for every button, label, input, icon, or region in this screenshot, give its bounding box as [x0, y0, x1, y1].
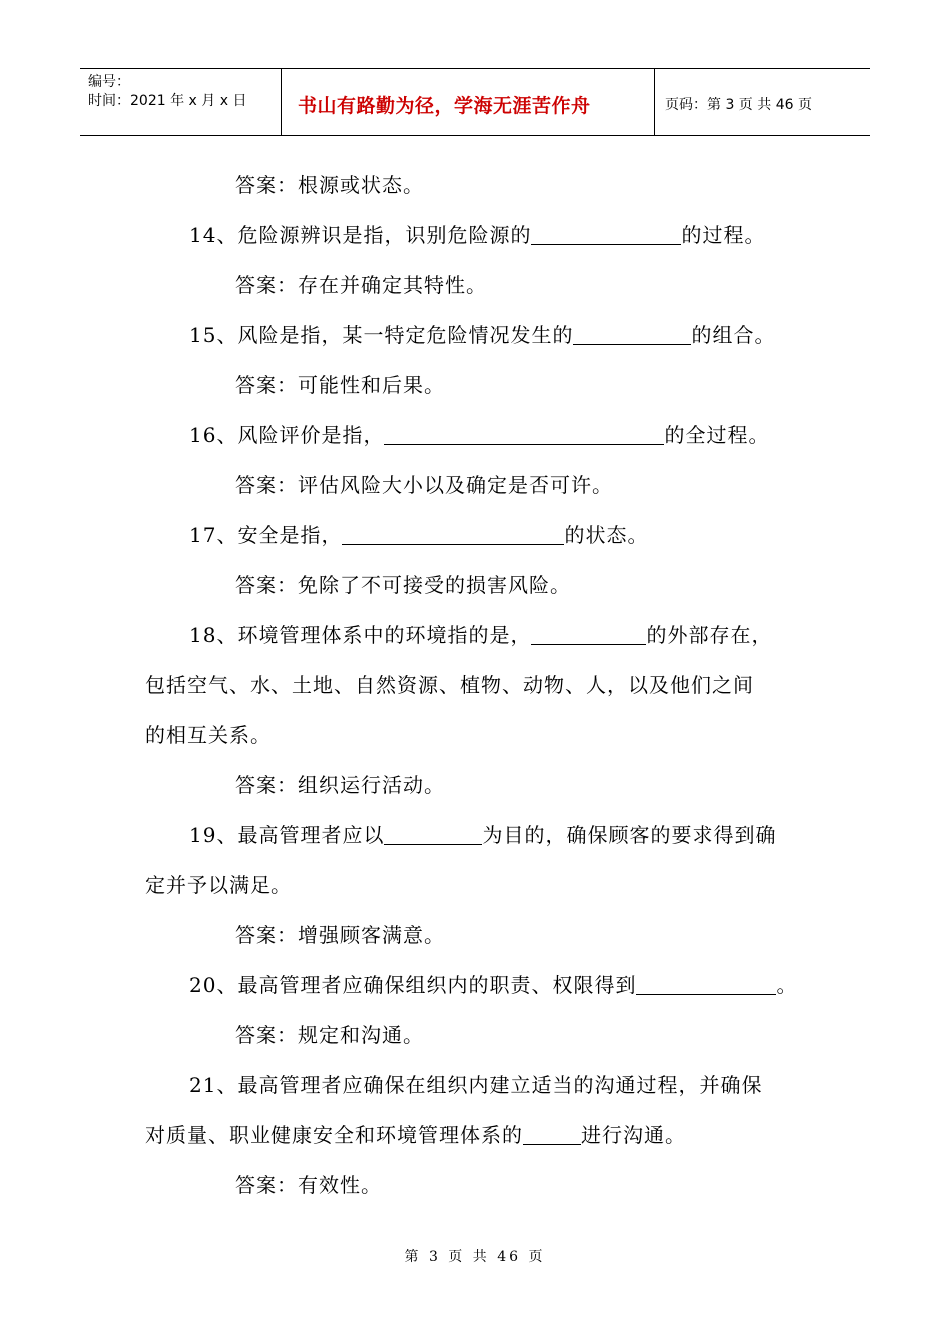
- fill-blank: [636, 974, 776, 995]
- question-18: [145, 610, 825, 660]
- fill-blank: [384, 424, 664, 445]
- answer-20: 答案：规定和沟通。: [235, 1023, 424, 1047]
- question-19-continued: 定并予以满足。: [145, 873, 292, 897]
- question-text: 15、风险是指，某一特定危险情况发生的: [189, 323, 574, 347]
- answer-21: 答案：有效性。: [235, 1173, 382, 1197]
- fill-blank: [384, 824, 482, 845]
- question-21: 21、最高管理者应确保在组织内建立适当的沟通过程，并确保: [189, 1073, 763, 1097]
- question-16: [145, 410, 825, 460]
- question-text: 的组合。: [691, 323, 776, 347]
- question-text: 对质量、职业健康安全和环境管理体系的: [145, 1123, 523, 1147]
- header-meta: [88, 73, 246, 111]
- question-text: 的状态。: [564, 523, 649, 547]
- question-text: 18、环境管理体系中的环境指的是，: [189, 623, 532, 647]
- header-motto: 书山有路勤为径，学海无涯苦作舟: [298, 95, 591, 117]
- number-label: 编号：: [88, 74, 130, 90]
- page-footer: 第 3 页 共 46 页: [404, 1249, 546, 1265]
- header-page-info: 页码：第 3 页 共 46 页: [665, 97, 812, 113]
- header-divider: [281, 69, 282, 135]
- question-14: [145, 210, 825, 260]
- question-15: [145, 310, 825, 360]
- question-text: 的全过程。: [664, 423, 770, 447]
- question-17: [145, 510, 825, 560]
- question-18-continued: 的相互关系。: [145, 723, 271, 747]
- question-text: 14、危险源辨识是指，识别危险源的: [189, 223, 532, 247]
- document-body: [145, 160, 825, 1210]
- question-text: 为目的，确保顾客的要求得到确: [482, 823, 777, 847]
- answer-19: 答案：增强顾客满意。: [235, 923, 445, 947]
- question-text: 。: [776, 973, 798, 997]
- question-text: 17、安全是指，: [189, 523, 343, 547]
- question-text: 进行沟通。: [581, 1123, 686, 1147]
- fill-blank: [573, 324, 691, 345]
- question-text: 19、最高管理者应以: [189, 823, 385, 847]
- answer-17: 答案：免除了不可接受的损害风险。: [235, 573, 571, 597]
- question-text: 20、最高管理者应确保组织内的职责、权限得到: [189, 973, 637, 997]
- answer-14: 答案：存在并确定其特性。: [235, 273, 487, 297]
- question-text: 16、风险评价是指，: [189, 423, 385, 447]
- time-label: 时间：2021 年 x 月 x 日: [88, 93, 247, 109]
- answer-18: 答案：组织运行活动。: [235, 773, 445, 797]
- fill-blank: [531, 624, 646, 645]
- fill-blank: [531, 224, 681, 245]
- question-18-continued: 包括空气、水、土地、自然资源、植物、动物、人，以及他们之间: [145, 673, 754, 697]
- fill-blank: [342, 524, 564, 545]
- answer-15: 答案：可能性和后果。: [235, 373, 445, 397]
- question-20: [145, 960, 825, 1010]
- answer-13: 答案：根源或状态。: [235, 173, 424, 197]
- header-divider: [654, 69, 655, 135]
- answer-16: 答案：评估风险大小以及确定是否可许。: [235, 473, 613, 497]
- page-header: [80, 68, 870, 136]
- fill-blank: [523, 1124, 581, 1145]
- question-text: 的外部存在，: [646, 623, 773, 647]
- question-21-continued: [145, 1110, 825, 1160]
- question-19: [145, 810, 825, 860]
- question-text: 的过程。: [681, 223, 766, 247]
